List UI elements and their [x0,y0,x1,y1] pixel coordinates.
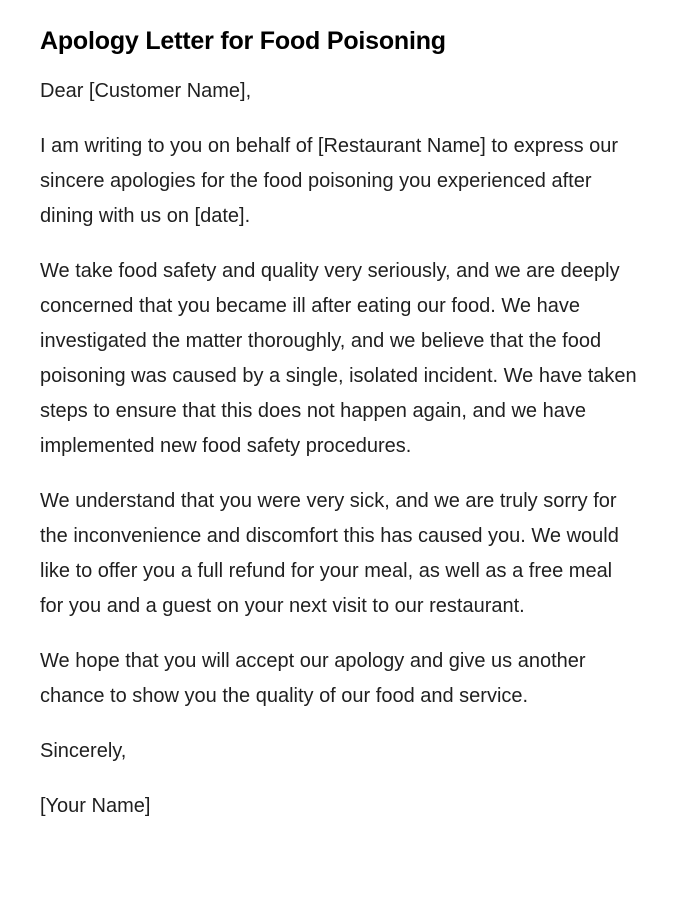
letter-paragraph-safety: We take food safety and quality very seriously, and we are deeply concerned that you became ill after eating our food. We have investigated the matter thoroughly, and we believe that the food poisoning was caused by a single, isolated incident. We have taken steps to ensure that this does not happen again, and we have implemented new food safety procedures. [40,260,637,457]
letter-closing: Sincerely, [40,740,127,762]
letter-paragraph-hope: We hope that you will accept our apology and give us another chance to show you the quality of our food and service. [40,650,586,707]
letter-paragraph-refund: We understand that you were very sick, and we are truly sorry for the inconvenience and discomfort this has caused you. We would like to offer you a full refund for your meal, as well as a free meal for you and a guest on your next visit to our restaurant. [40,490,619,617]
letter-salutation: Dear [Customer Name], [40,80,252,102]
letter-signature: [Your Name] [40,795,151,817]
letter-title: Apology Letter for Food Poisoning [40,27,446,55]
letter-paragraph-intro: I am writing to you on behalf of [Restaurant Name] to express our sincere apologies for the food poisoning you experienced after dining with us on [date]. [40,135,619,227]
